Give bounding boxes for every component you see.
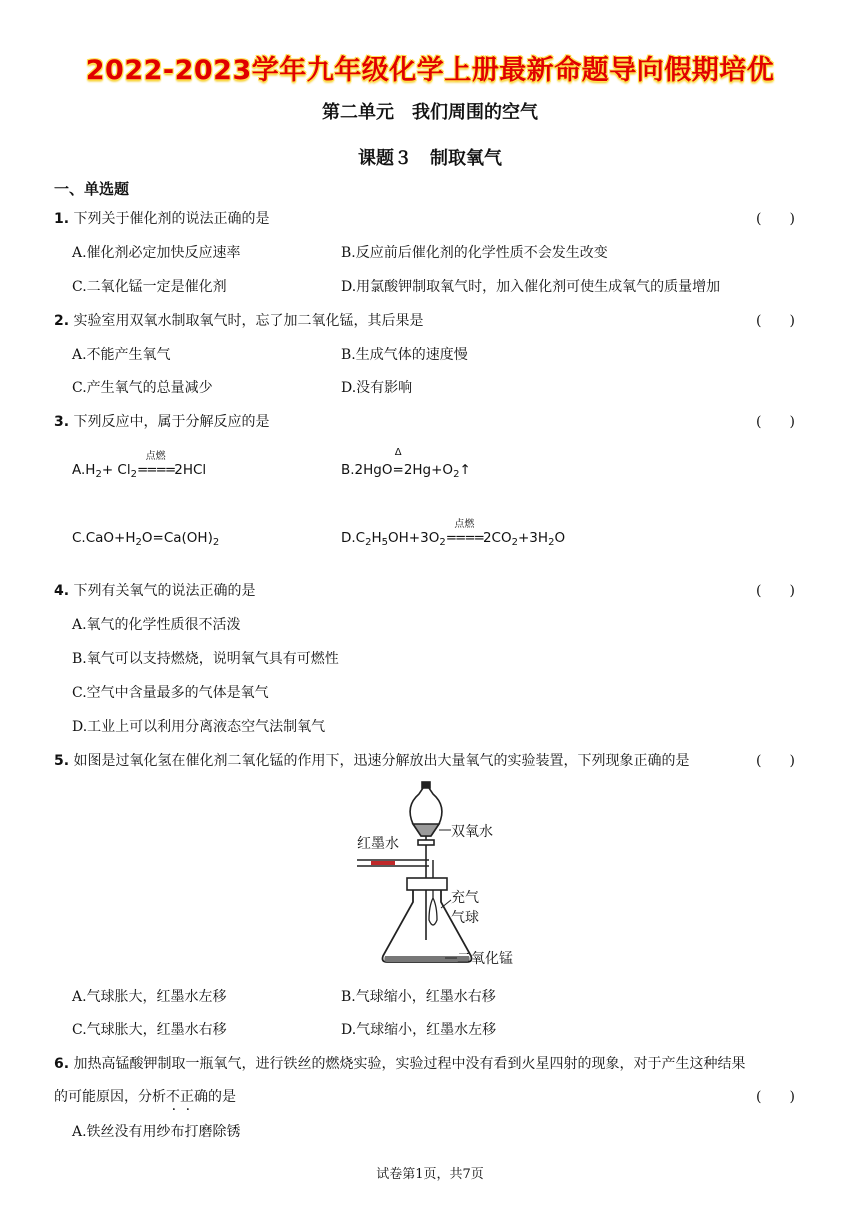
gas-arrow: ↑ (459, 462, 471, 478)
equals-sign: ==== (445, 530, 483, 546)
option-a: A.催化剂必定加快反应速率 (72, 245, 241, 261)
apparatus-figure (355, 780, 525, 970)
formula-part: H (371, 530, 382, 546)
subscript: 2 (548, 537, 555, 548)
option-b: B.反应前后催化剂的化学性质不会发生改变 (341, 245, 608, 261)
question-number: 2. (54, 313, 70, 329)
formula-part: 2Hg+O (403, 462, 454, 478)
option-b: B.氧气可以支持燃烧，说明氧气具有可燃性 (72, 651, 339, 667)
question-6-line2 (54, 1086, 799, 1106)
red-ink (371, 861, 395, 865)
answer-paren: ( ) (756, 313, 795, 329)
label-balloon-1: 充气 (451, 890, 479, 906)
option-a: A.不能产生氧气 (72, 347, 171, 363)
emphasis-char: 不 (166, 1089, 180, 1105)
question-4 (54, 580, 799, 600)
subscript: 2 (212, 537, 220, 548)
subscript: 2 (453, 469, 460, 480)
formula-part: 2HCl (174, 462, 207, 478)
option-b: B.气球缩小，红墨水右移 (341, 989, 496, 1005)
answer-paren: ( ) (756, 753, 795, 769)
question-3 (54, 411, 799, 431)
option-c: C.二氧化锰一定是催化剂 (72, 279, 227, 295)
answer-paren: ( ) (756, 583, 795, 599)
subscript: 5 (381, 537, 389, 548)
question-number: 1. (54, 211, 70, 227)
option-d: D.工业上可以利用分离液态空气法制氧气 (72, 719, 326, 735)
subscript: 2 (135, 537, 142, 548)
label-mno2: 二氧化锰 (457, 951, 513, 967)
banner-title: 2022-2023学年九年级化学上册最新命题导向假期培优 (85, 55, 775, 86)
question-1 (54, 208, 799, 228)
subscript: 2 (95, 469, 102, 480)
formula-part: O (554, 530, 566, 546)
formula-part: D.C (341, 530, 366, 546)
subscript: 2 (130, 469, 137, 480)
reaction-condition (136, 451, 175, 478)
formula-part: O=Ca(OH) (141, 530, 213, 546)
formula-part: OH+3O (388, 530, 440, 546)
option-b (341, 447, 471, 480)
stopper (407, 878, 447, 890)
question-5 (54, 750, 799, 770)
question-stem: 下列有关氧气的说法正确的是 (73, 583, 256, 599)
question-2 (54, 310, 799, 330)
option-d: D.气球缩小，红墨水左移 (341, 1022, 497, 1038)
question-stem: 下列关于催化剂的说法正确的是 (73, 211, 270, 227)
option-a (72, 451, 207, 480)
subscript: 2 (511, 537, 518, 548)
label-peroxide: 双氧水 (451, 824, 493, 840)
question-6 (54, 1053, 799, 1073)
reaction-condition: Δ = (392, 447, 404, 478)
option-c: C.产生氧气的总量减少 (72, 380, 213, 396)
label-balloon-2: 气球 (451, 910, 479, 926)
condition-label: 点燃 (145, 451, 166, 462)
option-a: A.氧气的化学性质很不活泼 (72, 617, 241, 633)
question-stem: 实验室用双氧水制取氧气时，忘了加二氧化锰，其后果是 (73, 313, 424, 329)
question-stem: 如图是过氧化氢在催化剂二氧化锰的作用下，迅速分解放出大量氧气的实验装置，下列现象正确的是 (73, 753, 690, 769)
answer-paren: ( ) (756, 211, 795, 227)
answer-paren: ( ) (756, 1089, 795, 1105)
question-stem-line1: 加热高锰酸钾制取一瓶氧气，进行铁丝的燃烧实验，实验过程中没有看到火星四射的现象，对于产生这种结果 (73, 1056, 746, 1072)
formula-part: +3H (518, 530, 549, 546)
unit-title: 第二单元 我们周围的空气 (322, 102, 538, 123)
section-title: 一、单选题 (54, 180, 130, 198)
stem-text: 确的是 (194, 1089, 236, 1105)
question-number: 5. (54, 753, 70, 769)
option-d: D.没有影响 (341, 380, 413, 396)
option-c (72, 530, 219, 546)
option-c: C.气球胀大，红墨水右移 (72, 1022, 227, 1038)
option-d (341, 519, 566, 548)
emphasis-char: 正 (180, 1089, 194, 1105)
page-footer: 试卷第1页，共7页 (376, 1167, 484, 1182)
equals-sign: ==== (136, 462, 175, 478)
option-b: B.生成气体的速度慢 (341, 347, 468, 363)
label-red-ink: 红墨水 (357, 836, 399, 852)
subscript: 2 (365, 537, 372, 548)
balloon (429, 890, 437, 925)
formula-part: + Cl (101, 462, 131, 478)
answer-paren: ( ) (756, 414, 795, 430)
option-c: C.空气中含量最多的气体是氧气 (72, 685, 269, 701)
formula-part: 2CO (482, 530, 512, 546)
reaction-condition (445, 519, 483, 546)
formula-part: A.H (72, 462, 96, 478)
side-tube (357, 860, 433, 880)
stem-text: 的可能原因，分析 (54, 1089, 166, 1105)
subscript: 2 (439, 537, 446, 548)
lesson-title: 课题３ 制取氧气 (358, 148, 502, 169)
question-stem: 下列反应中，属于分解反应的是 (73, 414, 270, 430)
question-number: 6. (54, 1056, 70, 1072)
condition-label: Δ (394, 447, 402, 458)
option-a: A.铁丝没有用纱布打磨除锈 (72, 1124, 241, 1140)
condition-label: 点燃 (454, 519, 475, 530)
question-number: 4. (54, 583, 70, 599)
formula-part: C.CaO+H (72, 530, 136, 546)
option-a: A.气球胀大，红墨水左移 (72, 989, 227, 1005)
question-number: 3. (54, 414, 70, 430)
formula-part: B.2HgO (341, 462, 393, 478)
option-d: D.用氯酸钾制取氧气时，加入催化剂可使生成氧气的质量增加 (341, 279, 721, 295)
